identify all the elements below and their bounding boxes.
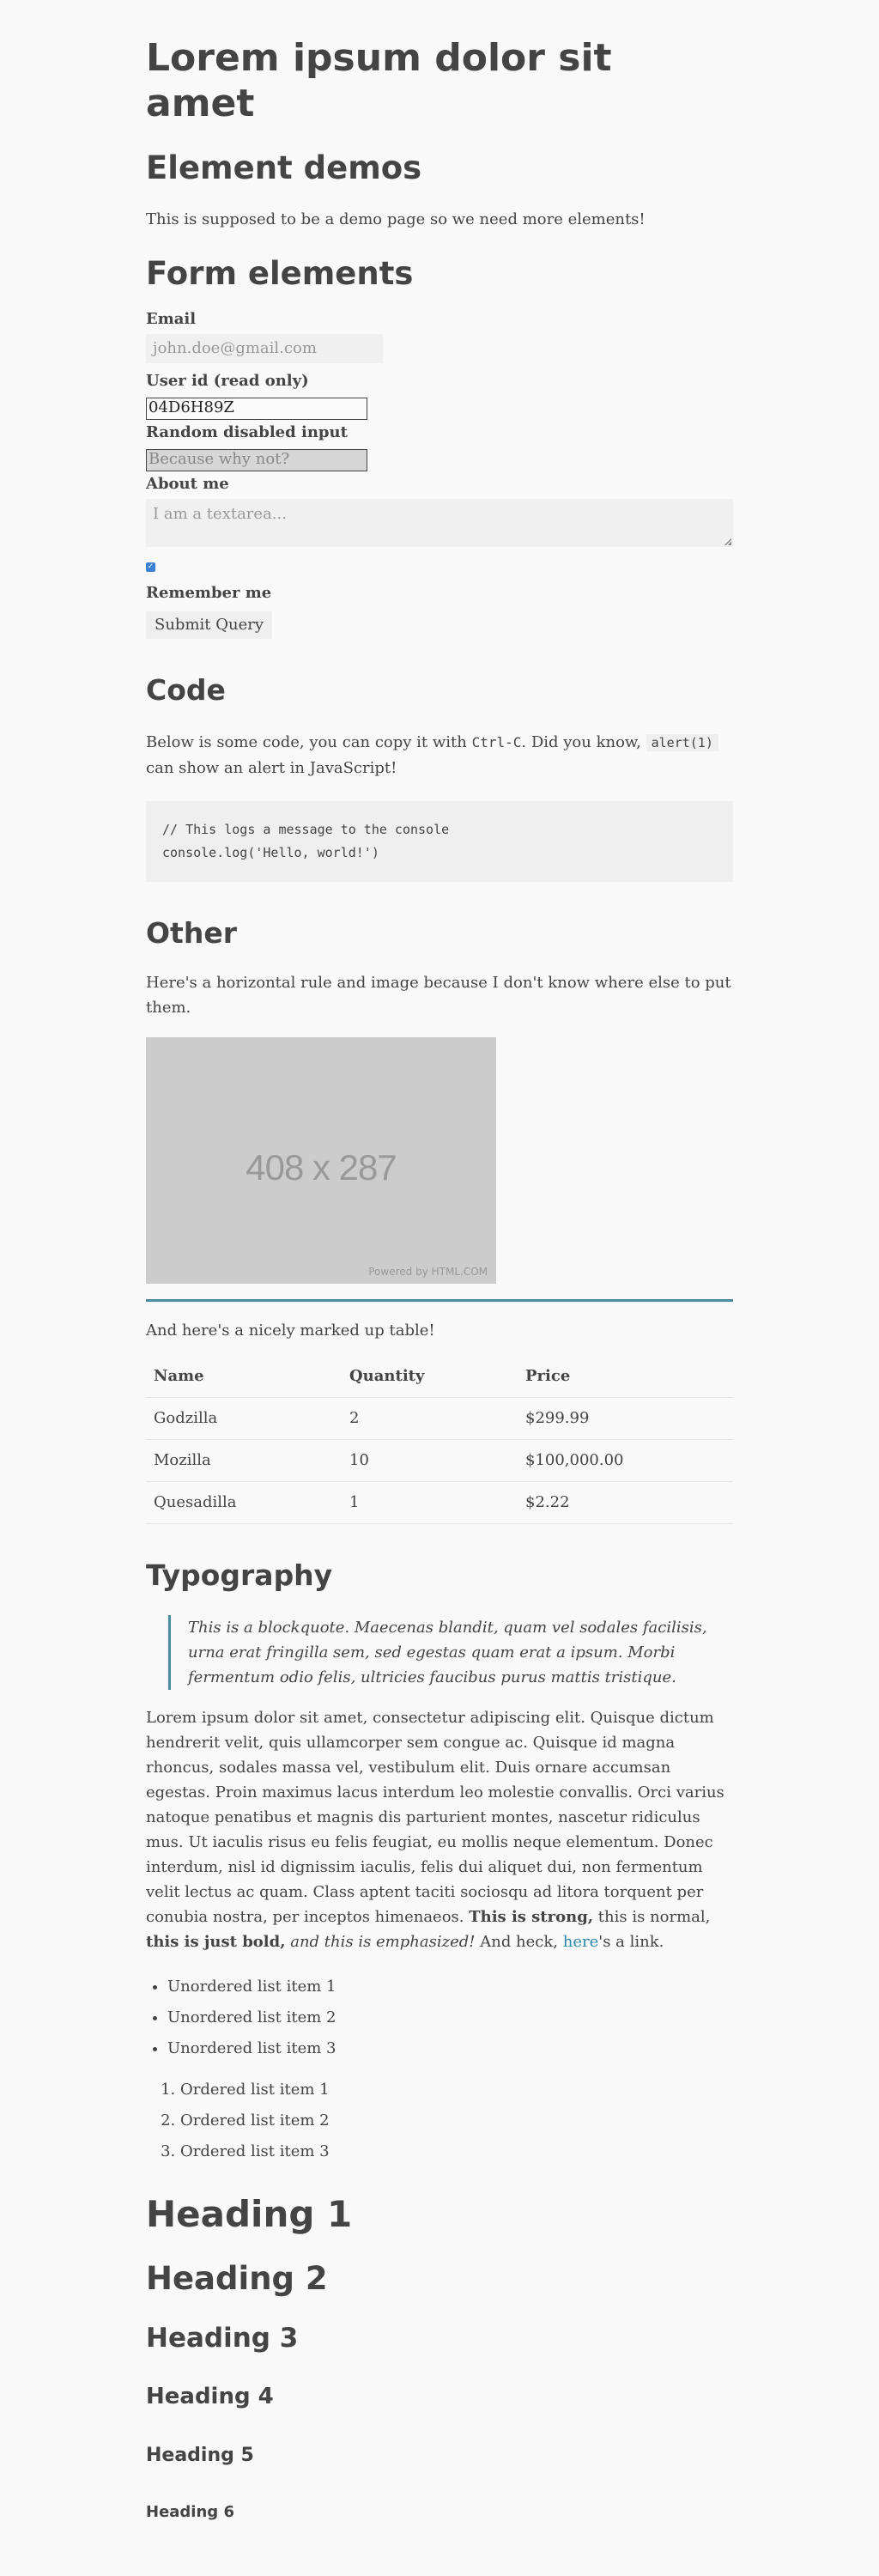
- table-header: Quantity: [342, 1356, 518, 1398]
- remember-me-checkbox[interactable]: [146, 562, 155, 572]
- form-elements-heading: Form elements: [146, 254, 414, 292]
- table-intro: And here's a nicely marked up table!: [146, 1321, 435, 1340]
- code-text-1: Below is some code, you can copy it with: [146, 732, 472, 751]
- table-row: [146, 1398, 733, 1440]
- list-item: • Unordered list item 3: [167, 2033, 733, 2064]
- table-cell: 10: [342, 1440, 518, 1482]
- heading-5: Heading 5: [146, 2444, 254, 2466]
- table-cell: $2.22: [518, 1482, 733, 1524]
- resize-handle-icon[interactable]: [724, 538, 731, 545]
- about-me-label: About me: [146, 475, 229, 494]
- table-header: Price: [518, 1356, 733, 1398]
- demo-form: [146, 310, 733, 639]
- table-cell: $100,000.00: [518, 1440, 733, 1482]
- disabled-input: Because why not?: [146, 449, 367, 471]
- code-heading: Code: [146, 673, 226, 708]
- list-item: 3. Ordered list item 3: [180, 2136, 733, 2167]
- disabled-input-label: Random disabled input: [146, 423, 348, 442]
- heading-6: Heading 6: [146, 2503, 234, 2522]
- email-field[interactable]: john.doe@gmail.com: [146, 334, 383, 363]
- image-credit-text: Powered by HTML.COM: [368, 1266, 488, 1279]
- userid-field[interactable]: 04D6H89Z: [146, 398, 367, 420]
- table-row: [146, 1440, 733, 1482]
- demos-intro: This is supposed to be a demo page so we need more elements!: [146, 210, 646, 228]
- list-item: 2. Ordered list item 2: [180, 2105, 733, 2136]
- image-dimensions-text: 408 x 287: [246, 1147, 397, 1188]
- table-cell: Godzilla: [146, 1398, 342, 1440]
- about-me-placeholder: I am a textarea...: [153, 505, 287, 524]
- list-item: • Unordered list item 1: [167, 1971, 733, 2002]
- heading-3: Heading 3: [146, 2322, 299, 2354]
- list-item: 1. Ordered list item 1: [180, 2075, 733, 2105]
- other-heading: Other: [146, 915, 237, 950]
- page-content: [146, 0, 733, 2522]
- table-cell: $299.99: [518, 1398, 733, 1440]
- bold-text: this is just bold,: [146, 1932, 286, 1951]
- lorem-paragraph: [146, 1705, 733, 1954]
- horizontal-rule: [146, 1299, 733, 1302]
- list-item: • Unordered list item 2: [167, 2002, 733, 2033]
- ordered-list: [146, 2075, 733, 2167]
- code-text-3: can show an alert in JavaScript!: [146, 758, 397, 777]
- table-cell: Quesadilla: [146, 1482, 342, 1524]
- table-cell: 1: [342, 1482, 518, 1524]
- heading-1: Heading 1: [146, 2192, 353, 2235]
- other-text: Here's a horizontal rule and image because I don't know where else to put them.: [146, 974, 731, 1018]
- lorem-text: Lorem ipsum dolor sit amet, consectetur adipiscing elit. Quisque dictum hendrerit velit, quis ullamcorper sem congue ac. Quisque id magna rhoncus, sodales massa vel, vestibulum elit. Duis ornare accumsan egestas. Proin maximus lacus interdum leo molestie convallis. Orci varius natoque penatibus et magnis dis parturient montes, nascetur ridiculus mus. Ut iaculis risus eu felis feugiat, eu mollis neque elementum. Donec interdum, nisl id dignissim iaculis, felis dui aliquet dui, non fermentum velit lectus ac quam. Class aptent taciti sociosqu ad litora torquent per conubia nostra, per inceptos himenaeos.: [146, 1708, 724, 1926]
- check-icon: ✓: [147, 562, 155, 572]
- emphasized-text: and this is emphasized!: [285, 1932, 476, 1951]
- table-header-row: [146, 1356, 733, 1398]
- submit-button[interactable]: Submit Query: [146, 611, 272, 639]
- shortcut-code: Ctrl-C: [471, 733, 522, 750]
- blockquote: This is a blockquote. Maecenas blandit, quam vel sodales facilisis, urna erat fringilla sem, sed egestas quam erat a ipsum. Morbi fermentum odio felis, ultricies faucibus purus mattis tristique.: [168, 1615, 733, 1690]
- table-cell: Mozilla: [146, 1440, 342, 1482]
- email-label: Email: [146, 310, 197, 329]
- remember-me-label[interactable]: Remember me: [146, 584, 272, 603]
- inline-code: alert(1): [646, 734, 718, 751]
- placeholder-image: [146, 1037, 496, 1284]
- price-table: [146, 1356, 733, 1524]
- typography-heading: Typography: [146, 1558, 333, 1593]
- heading-2: Heading 2: [146, 2260, 328, 2298]
- userid-label: User id (read only): [146, 372, 309, 391]
- heading-4: Heading 4: [146, 2383, 274, 2409]
- page-title: Lorem ipsum dolor sit amet: [146, 36, 612, 125]
- code-intro: [146, 730, 733, 781]
- table-cell: 2: [342, 1398, 518, 1440]
- here-link[interactable]: here: [562, 1932, 599, 1951]
- normal-text: this is normal,: [593, 1907, 711, 1926]
- table-row: [146, 1482, 733, 1524]
- unordered-list: [146, 1971, 733, 2064]
- strong-text: This is strong,: [469, 1907, 594, 1926]
- code-block: // This logs a message to the console console.log('Hello, world!'): [146, 801, 733, 882]
- about-me-textarea[interactable]: [146, 499, 733, 547]
- link-tail-text: 's a link.: [598, 1932, 664, 1951]
- code-text-2: . Did you know,: [521, 732, 646, 751]
- element-demos-heading: Element demos: [146, 149, 422, 186]
- table-header: Name: [146, 1356, 342, 1398]
- heck-text: And heck,: [475, 1932, 563, 1951]
